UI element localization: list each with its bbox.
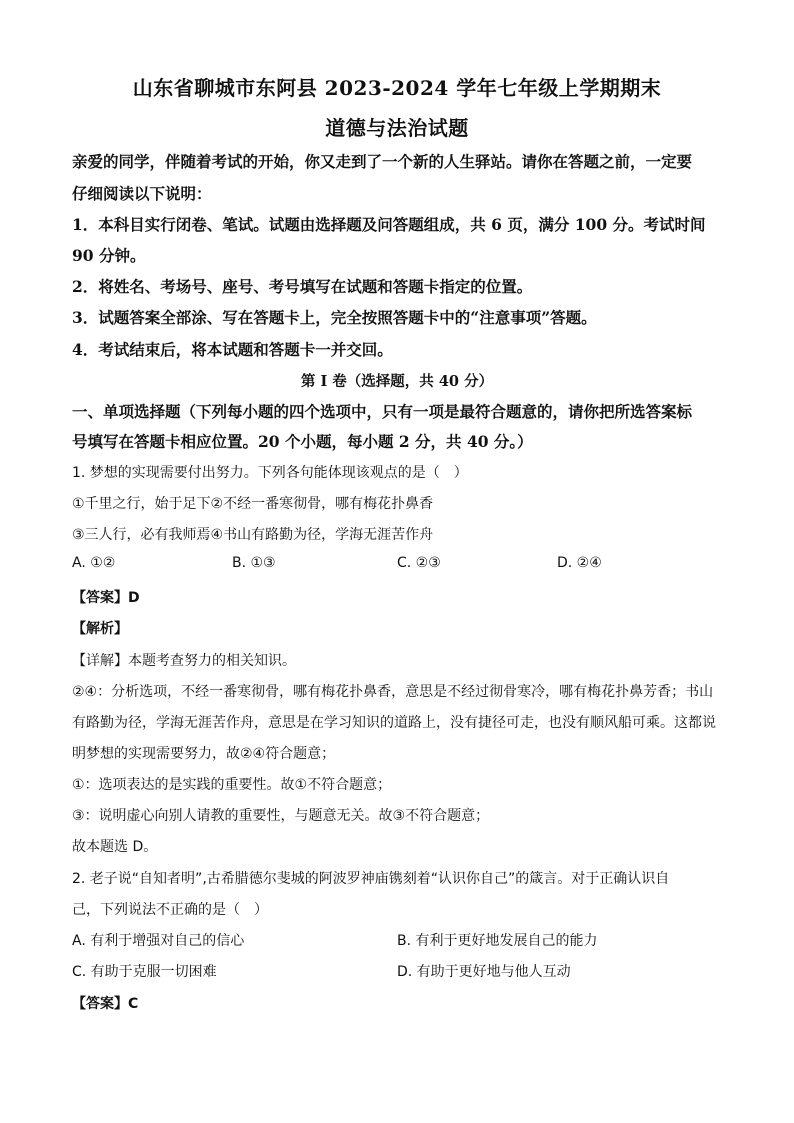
option-a: A. ①② bbox=[72, 555, 116, 571]
explanation-line-1: ②④：分析选项，不经一番寒彻骨，哪有梅花扑鼻香，意思是不经过彻骨寒冷，哪有梅花扑鼻芳香；书山 bbox=[72, 684, 714, 700]
instruction-4: 4．考试结束后，将本试题和答题卡一并交回。 bbox=[72, 340, 393, 359]
option-c: C. 有助于克服一切困难 bbox=[72, 964, 217, 980]
question-2-answer: 【答案】C bbox=[72, 996, 139, 1012]
section-instruction-1: 一、单项选择题（下列每小题的四个选项中，只有一项是最符合题意的，请你把所选答案标 bbox=[72, 402, 693, 421]
question-1-analysis-label: 【解析】 bbox=[72, 621, 128, 637]
question-1-answer: 【答案】D bbox=[72, 590, 140, 606]
section-instruction-2: 号填写在答题卡相应位置。20 个小题，每小题 2 分，共 40 分。） bbox=[72, 432, 533, 451]
explanation-line-5: ③：说明虚心向别人请教的重要性，与题意无关。故③不符合题意； bbox=[72, 808, 490, 824]
option-a: A. 有利于增强对自己的信心 bbox=[72, 933, 245, 949]
question-2-stem-1: 2. 老子说“自知者明”,古希腊德尔斐城的阿波罗神庙镌刻着“认识你自己”的箴言。对于正确认识自 bbox=[72, 871, 670, 887]
explanation-line-4: ①：选项表达的是实践的重要性。故①不符合题意； bbox=[72, 777, 392, 793]
option-d: D. 有助于更好地与他人互动 bbox=[397, 964, 571, 980]
explanation-line-3: 明梦想的实现需要努力，故②④符合题意； bbox=[72, 746, 336, 762]
option-b: B. 有利于更好地发展自己的能力 bbox=[397, 933, 598, 949]
question-1-detail: 【详解】本题考查努力的相关知识。 bbox=[72, 653, 296, 669]
explanation-line-2: 有路勤为径，学海无涯苦作舟，意思是在学习知识的道路上，没有捷径可走，也没有顺风船可乘。这都说 bbox=[72, 715, 716, 731]
exam-title: 山东省聊城市东阿县 2023-2024 学年七年级上学期期末 bbox=[132, 76, 662, 100]
instruction-1: 1．本科目实行闭卷、笔试。试题由选择题及问答题组成，共 6 页，满分 100 分。考试时间 bbox=[72, 215, 706, 234]
option-b: B. ①③ bbox=[232, 555, 276, 571]
question-1-statements-1: ①千里之行，始于足下②不经一番寒彻骨，哪有梅花扑鼻香 bbox=[72, 496, 434, 512]
instruction-1-cont: 90 分钟。 bbox=[72, 246, 146, 265]
intro-line-1: 亲爱的同学，伴随着考试的开始，你又走到了一个新的人生驿站。请你在答题之前，一定要 bbox=[72, 152, 693, 171]
question-2-options-row-1 bbox=[72, 930, 734, 950]
question-1-stem: 1. 梦想的实现需要付出努力。下列各句能体现该观点的是（ ） bbox=[72, 465, 468, 481]
intro-line-2: 仔细阅读以下说明： bbox=[72, 184, 212, 203]
option-c: C. ②③ bbox=[397, 555, 441, 571]
exam-subtitle: 道德与法治试题 bbox=[325, 116, 469, 140]
question-1-options bbox=[72, 555, 734, 575]
instruction-3: 3．试题答案全部涂、写在答题卡上，完全按照答题卡中的“注意事项”答题。 bbox=[72, 308, 597, 327]
section-heading: 第 I 卷（选择题，共 40 分） bbox=[300, 373, 494, 390]
option-d: D. ②④ bbox=[557, 555, 602, 571]
instruction-2: 2．将姓名、考场号、座号、考号填写在试题和答题卡指定的位置。 bbox=[72, 277, 533, 296]
question-1-statements-2: ③三人行，必有我师焉④书山有路勤为径，学海无涯苦作舟 bbox=[72, 527, 434, 543]
question-2-stem-2: 己，下列说法不正确的是（ ） bbox=[72, 902, 268, 918]
explanation-conclusion: 故本题选 D。 bbox=[72, 839, 158, 855]
question-2-options-row-2 bbox=[72, 961, 734, 981]
